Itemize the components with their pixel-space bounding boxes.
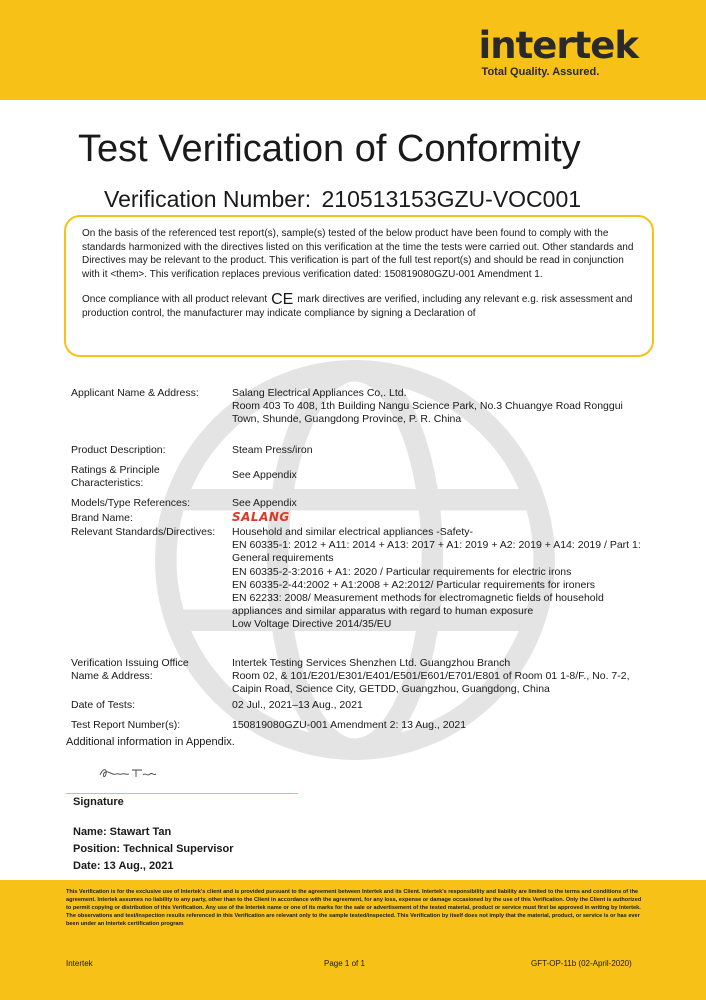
issuing-office-value	[232, 657, 630, 697]
signatory-position: Position: Technical Supervisor	[73, 843, 234, 855]
signature-divider	[66, 793, 298, 794]
issuing-office-label	[71, 657, 189, 683]
statement-paragraph-1: On the basis of the referenced test report(s), sample(s) tested of the below product have been found to comply with the standards harmonized with the directives listed on this verification at the time the tests were carried out. Other standards and Directives may be relevant to the product. This verification is part of the full test report(s) and should be read in conjunction with it <them>. This verification replaces previous verification dated: 150819080GZU-001 Amendment 1.	[82, 228, 634, 280]
compliance-statement-box	[64, 215, 654, 357]
applicant-line: Room 403 To 408, 1th Building Nangu Science Park, No.3 Chuangye Road Ronggui	[232, 400, 623, 413]
standards-line: General requirements	[232, 552, 334, 565]
standards-line: EN 60335-2-3:2016 + A1: 2020 / Particular requirements for electric irons	[232, 565, 572, 578]
issuing-office-label-line: Name & Address:	[71, 670, 153, 683]
footer-page-number: Page 1 of 1	[324, 959, 365, 968]
ratings-value: See Appendix	[232, 469, 297, 481]
applicant-value	[232, 387, 623, 427]
standards-line: EN 60335-1: 2012 + A11: 2014 + A13: 2017 + A1: 2019 + A2: 2019 + A14: 2019 / Part 1:	[232, 539, 641, 552]
verification-number-label: Verification Number:	[104, 186, 312, 212]
ratings-label-line: Ratings & Principle	[71, 464, 160, 476]
ratings-label-line: Characteristics:	[71, 477, 144, 489]
applicant-label: Applicant Name & Address:	[71, 387, 199, 399]
applicant-line: Salang Electrical Appliances Co,. Ltd.	[232, 387, 407, 399]
brand-logo: SALANG	[232, 510, 290, 524]
report-number-label: Test Report Number(s):	[71, 719, 181, 731]
standards-label: Relevant Standards/Directives:	[71, 526, 216, 538]
handwritten-signature-icon	[98, 766, 158, 780]
intertek-logo	[479, 26, 638, 78]
test-dates-label: Date of Tests:	[71, 699, 136, 711]
footer-company: Intertek	[66, 959, 93, 968]
brand-label: Brand Name:	[71, 512, 133, 524]
standards-line: Low Voltage Directive 2014/35/EU	[232, 618, 392, 631]
issuing-office-label-line: Verification Issuing Office	[71, 657, 189, 669]
ce-mark-icon: CE	[271, 291, 294, 308]
signature-label: Signature	[73, 796, 124, 808]
verification-number	[100, 186, 581, 213]
verification-number-value: 210513153GZU-VOC001	[321, 186, 582, 212]
logo-tagline: Total Quality. Assured.	[481, 66, 600, 78]
footer-form-code: GFT-OP-11b (02-April-2020)	[531, 959, 632, 968]
additional-info: Additional information in Appendix.	[66, 736, 235, 748]
logo-text: intertek	[478, 24, 638, 67]
legal-disclaimer: This Verification is for the exclusive use of Intertek's client and is provided pursuant to the agreement between Intertek and its Client. Intertek's responsibility and liability are limited to the terms and conditions of the agreement. Intertek assumes no liability to any party, other than to the Client in accordance with the agreement, for any loss, expense or damage occasioned by the use of this Verification. Only the Client is authorized to permit copying or distribution of this Verification. Any use of the Intertek name or one of its marks for the sale or advertisement of the tested material, product or service must first be approved in writing by Intertek. The observations and test/inspection results referenced in this Verification are relevant only to the sample tested/inspected. This Verification by itself does not imply that the material, product, or service is or has ever been under an Intertek certification program	[66, 889, 642, 928]
issuing-office-line: Caipin Road, Science City, GETDD, Guangzhou, Guangdong, China	[232, 683, 550, 696]
ratings-label	[71, 464, 160, 489]
signature-date: Date: 13 Aug., 2021	[73, 860, 174, 872]
issuing-office-line: Intertek Testing Services Shenzhen Ltd. Guangzhou Branch	[232, 657, 511, 669]
report-number-value: 150819080GZU-001 Amendment 2: 13 Aug., 2021	[232, 719, 467, 731]
applicant-line: Town, Shunde, Guangdong Province, P. R. China	[232, 413, 462, 426]
statement-paragraph-2	[82, 293, 642, 320]
standards-line: EN 60335-2-44:2002 + A1:2008 + A2:2012/ Particular requirements for ironers	[232, 578, 596, 591]
standards-line: Household and similar electrical appliances -Safety-	[232, 526, 474, 538]
product-label: Product Description:	[71, 444, 166, 456]
document-title: Test Verification of Conformity	[78, 128, 581, 170]
test-dates-value: 02 Jul., 2021–13 Aug., 2021	[232, 699, 363, 711]
statement-paragraph-2-start: Once compliance with all product relevant	[82, 294, 268, 305]
issuing-office-line: Room 02, & 101/E201/E301/E401/E501/E601/E701/E801 of Room 01 1-8/F., No. 7-2,	[232, 670, 630, 683]
statement-paragraph-2-end: mark directives are verified, including any relevant e.g. risk assessment and production control, the manufacturer may indicate compliance by signing a Declaration of	[82, 294, 633, 319]
models-value: See Appendix	[232, 497, 297, 509]
product-value: Steam Press/iron	[232, 444, 313, 456]
standards-line: appliances and similar apparatus with regard to human exposure	[232, 605, 534, 618]
standards-value	[232, 526, 641, 632]
standards-line: EN 62233: 2008/ Measurement methods for electromagnetic fields of household	[232, 592, 604, 605]
models-label: Models/Type References:	[71, 497, 191, 509]
signatory-name: Name: Stawart Tan	[73, 826, 172, 838]
